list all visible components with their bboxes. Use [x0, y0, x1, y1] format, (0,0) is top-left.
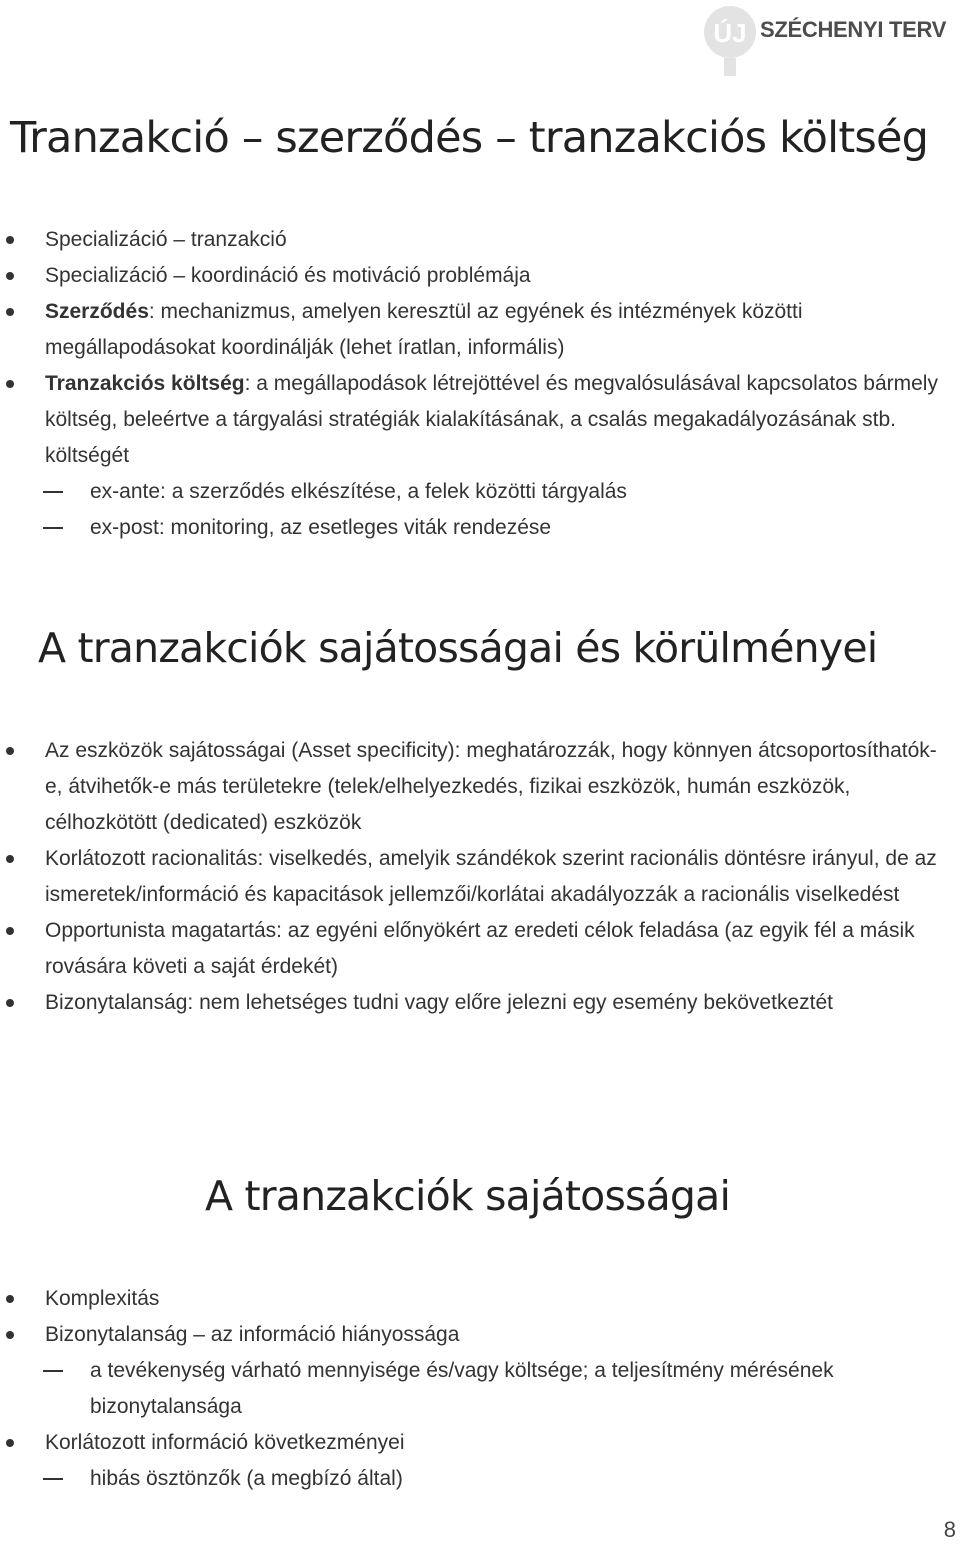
uj-circle-logo-icon [702, 2, 758, 78]
section-title-3: A tranzakciók sajátosságai [205, 1172, 731, 1220]
list-item: ex-post: monitoring, az esetleges viták rendezése [0, 510, 940, 546]
list-item: Komplexitás [0, 1281, 940, 1317]
list-item: Bizonytalanság – az információ hiányossága [0, 1317, 940, 1353]
list-item: Tranzakciós költség: a megállapodások létrejöttével és megvalósulásával kapcsolatos bármely költség, beleértve a tárgyalási stratégiák kialakításának, a csalás megakadályozásának stb. költségét [0, 366, 940, 474]
list-item: Bizonytalanság: nem lehetséges tudni vagy előre jelezni egy esemény bekövetkeztét [0, 985, 940, 1021]
list-item: hibás ösztönzők (a megbízó által) [0, 1461, 940, 1497]
logo-circle-text: ÚJ [713, 18, 747, 48]
section-2-list [0, 733, 940, 1021]
section-3-list [0, 1281, 940, 1497]
list-item: Korlátozott racionalitás: viselkedés, amelyik szándékok szerint racionális döntésre irányul, de az ismeretek/információ és kapacitások jellemzői/korlátai akadályozzák a racionális viselkedést [0, 841, 940, 913]
section-title-2: A tranzakciók sajátosságai és körülményei [38, 624, 878, 672]
list-item: Korlátozott információ következményei [0, 1425, 940, 1461]
list-item: a tevékenység várható mennyisége és/vagy költsége; a teljesítmény mérésének bizonytalansága [0, 1353, 940, 1425]
section-title-1: Tranzakció – szerződés – tranzakciós költség [10, 113, 929, 163]
list-item: Specializáció – koordináció és motiváció problémája [0, 258, 940, 294]
list-item: Specializáció – tranzakció [0, 222, 940, 258]
list-item: ex-ante: a szerződés elkészítése, a felek közötti tárgyalás [0, 474, 940, 510]
logo-text: SZÉCHENYI TERV [760, 17, 947, 42]
list-item: Az eszközök sajátosságai (Asset specificity): meghatározzák, hogy könnyen átcsoportosíthatók-e, átvihetők-e más területekre (telek/elhelyezkedés, fizikai eszközök, humán eszközök, célhozkötött (dedicated) eszközök [0, 733, 940, 841]
list-item: Szerződés: mechanizmus, amelyen keresztül az egyének és intézmények közötti megállapodásokat koordinálják (lehet íratlan, informális) [0, 294, 940, 366]
list-item: Opportunista magatartás: az egyéni előnyökért az eredeti célok feladása (az egyik fél a másik rovására követi a saját érdekét) [0, 913, 940, 985]
section-1-list [0, 222, 940, 546]
page-number: 8 [943, 1517, 956, 1542]
szechenyi-terv-logo [698, 0, 960, 80]
